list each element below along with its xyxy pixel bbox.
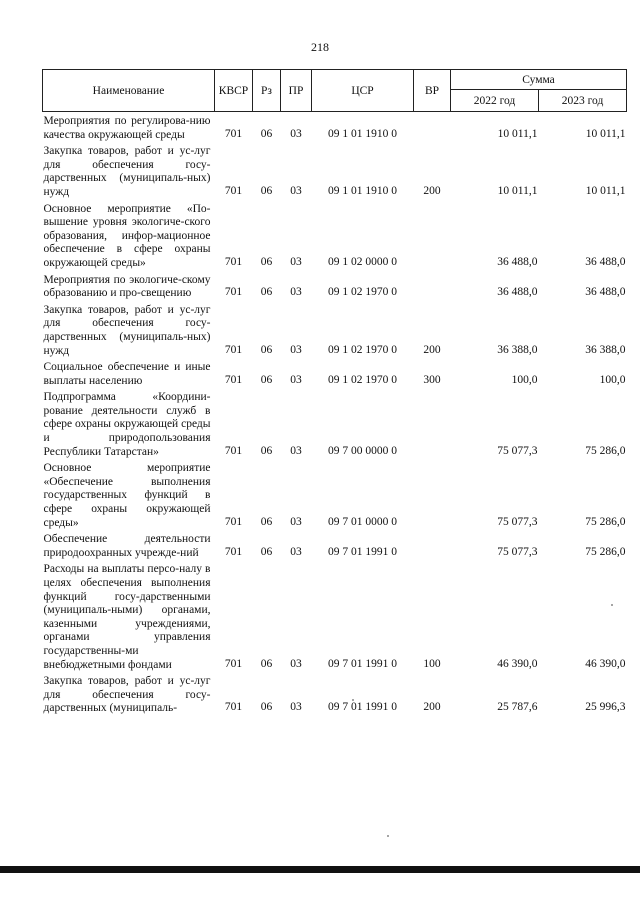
vr-cell (414, 271, 451, 301)
rz-cell: 06 (260, 286, 273, 299)
header-year-2022: 2022 год (451, 90, 539, 112)
header-year-2023: 2023 год (539, 90, 627, 112)
amount-2023-cell: 36 388,0 (585, 343, 626, 356)
vr-cell: 100 (423, 657, 441, 670)
vr-cell: 200 (423, 701, 441, 714)
item-name-cell (43, 388, 215, 459)
item-name: Основное мероприятие «По-вышение уровня экологиче-ского образования, инфор-мационное обеспечение в сфере охраны окружающей среды» (43, 202, 211, 269)
amount-2023-cell: 36 488,0 (585, 286, 626, 299)
page-number: 218 (311, 40, 329, 54)
csr-cell: 09 7 01 1991 0 (328, 545, 397, 558)
amount-2023-cell: 36 488,0 (585, 255, 626, 268)
amount-2023-cell: 10 011,1 (585, 127, 626, 140)
rz-cell: 06 (260, 255, 273, 268)
csr-cell: 09 1 02 1970 0 (328, 343, 397, 356)
amount-2022-cell: 10 011,1 (497, 184, 538, 197)
amount-2022-cell: 36 488,0 (497, 255, 538, 268)
vr-cell (414, 459, 451, 530)
header-vr: ВР (414, 70, 451, 112)
item-name: Закупка товаров, работ и ус-луг для обеспечения госу-дарственных (муниципаль-ных) нужд (43, 145, 211, 198)
table-row (43, 358, 627, 388)
amount-2023-cell: 100,0 (599, 373, 626, 386)
pr-cell: 03 (290, 701, 302, 714)
table-row (43, 672, 627, 716)
pr-cell: 03 (290, 657, 302, 670)
table-row (43, 388, 627, 459)
item-name: Основное мероприятие «Обеспечение выполнения государственных функций в сфере охраны окружающей среды» (43, 462, 211, 529)
kvsr-cell: 701 (224, 255, 243, 268)
kvsr-cell: 701 (224, 657, 243, 670)
header-rz: Рз (253, 70, 281, 112)
item-name: Закупка товаров, работ и ус-луг для обеспечения госу-дарственных (муниципаль-ных) нужд (43, 303, 211, 357)
scan-bottom-edge (0, 866, 640, 873)
header-csr: ЦСР (312, 70, 414, 112)
amount-2022-cell: 100,0 (511, 373, 538, 386)
amount-2022-cell: 75 077,3 (497, 515, 538, 528)
header-pr: ПР (281, 70, 312, 112)
pr-cell: 03 (290, 545, 302, 558)
rz-cell: 06 (260, 515, 273, 528)
kvsr-cell: 701 (224, 184, 243, 197)
csr-cell: 09 7 01 0000 0 (328, 515, 397, 528)
rz-cell: 06 (260, 701, 273, 714)
rz-cell: 06 (260, 545, 273, 558)
vr-cell (414, 112, 451, 143)
item-name-cell (43, 459, 215, 530)
item-name: Мероприятия по регулирова-нию качества окружающей среды (43, 115, 211, 141)
item-name-cell (43, 142, 215, 199)
csr-cell: 09 1 02 1970 0 (328, 373, 397, 386)
item-name: Подпрограмма «Координи-рование деятельности служб в сфере охраны окружающей среды и природопользования Республики Татарстан» (43, 391, 211, 458)
pr-cell: 03 (290, 286, 302, 299)
vr-cell: 300 (423, 373, 441, 386)
item-name: Социальное обеспечение и иные выплаты населению (43, 361, 211, 387)
item-name-cell (43, 560, 215, 672)
table-row (43, 560, 627, 672)
item-name-cell (43, 672, 215, 716)
kvsr-cell: 701 (224, 286, 243, 299)
amount-2023-cell: 25 996,3 (585, 701, 626, 714)
kvsr-cell: 701 (224, 343, 243, 356)
item-name-cell (43, 358, 215, 388)
amount-2022-cell: 36 488,0 (497, 286, 538, 299)
table-row (43, 301, 627, 358)
item-name-cell (43, 530, 215, 560)
amount-2022-cell: 75 077,3 (497, 545, 538, 558)
amount-2023-cell: 75 286,0 (585, 444, 626, 457)
kvsr-cell: 701 (224, 545, 243, 558)
vr-cell: 200 (423, 343, 441, 356)
csr-cell: 09 1 01 1910 0 (328, 127, 397, 140)
pr-cell: 03 (290, 255, 302, 268)
amount-2023-cell: 46 390,0 (585, 657, 626, 670)
item-name: Мероприятия по экологиче-скому образованию и про-свещению (43, 273, 211, 300)
amount-2022-cell: 10 011,1 (497, 127, 538, 140)
amount-2022-cell: 25 787,6 (497, 701, 538, 714)
table-row (43, 200, 627, 271)
table-row (43, 112, 627, 143)
scan-speck (352, 699, 354, 701)
item-name: Закупка товаров, работ и ус-луг для обеспечения госу-дарственных (муниципаль- (43, 675, 211, 715)
vr-cell (414, 388, 451, 459)
kvsr-cell: 701 (224, 701, 243, 714)
amount-2022-cell: 75 077,3 (497, 444, 538, 457)
rz-cell: 06 (260, 184, 273, 197)
csr-cell: 09 7 00 0000 0 (328, 444, 397, 457)
kvsr-cell: 701 (224, 444, 243, 457)
amount-2023-cell: 75 286,0 (585, 545, 626, 558)
vr-cell (414, 200, 451, 271)
table-row (43, 459, 627, 530)
rz-cell: 06 (260, 657, 273, 670)
vr-cell: 200 (423, 184, 441, 197)
pr-cell: 03 (290, 184, 302, 197)
pr-cell: 03 (290, 343, 302, 356)
item-name-cell (43, 112, 215, 143)
table-body (43, 112, 627, 716)
header-name: Наименование (43, 70, 215, 112)
pr-cell: 03 (290, 127, 302, 140)
header-sum: Сумма (451, 70, 627, 90)
csr-cell: 09 7 01 1991 0 (328, 657, 397, 670)
amount-2023-cell: 75 286,0 (585, 515, 626, 528)
vr-cell (414, 530, 451, 560)
amount-2022-cell: 46 390,0 (497, 657, 538, 670)
table-row (43, 142, 627, 199)
amount-2023-cell: 10 011,1 (585, 184, 626, 197)
rz-cell: 06 (260, 127, 273, 140)
rz-cell: 06 (260, 343, 273, 356)
csr-cell: 09 7 01 1991 0 (328, 701, 397, 714)
scan-speck (387, 835, 389, 837)
item-name-cell (43, 301, 215, 358)
csr-cell: 09 1 02 1970 0 (328, 286, 397, 299)
rz-cell: 06 (260, 444, 273, 457)
csr-cell: 09 1 02 0000 0 (328, 255, 397, 268)
item-name: Обеспечение деятельности природоохранных учрежде-ний (43, 533, 211, 559)
item-name-cell (43, 200, 215, 271)
budget-table (42, 69, 627, 716)
csr-cell: 09 1 01 1910 0 (328, 184, 397, 197)
table-row (43, 530, 627, 560)
kvsr-cell: 701 (224, 127, 243, 140)
pr-cell: 03 (290, 515, 302, 528)
item-name-cell (43, 271, 215, 301)
header-kvsr: КВСР (215, 70, 253, 112)
amount-2022-cell: 36 388,0 (497, 343, 538, 356)
pr-cell: 03 (290, 373, 302, 386)
pr-cell: 03 (290, 444, 302, 457)
kvsr-cell: 701 (224, 515, 243, 528)
scan-speck (611, 604, 613, 606)
item-name: Расходы на выплаты персо-налу в целях обеспечения выполнения функций госу-дарственными (муниципаль-ными) органами, казенными учреждениями, органами управления государственны-ми внебюджетными фондами (43, 563, 211, 671)
rz-cell: 06 (260, 373, 273, 386)
kvsr-cell: 701 (224, 373, 243, 386)
table-row (43, 271, 627, 301)
